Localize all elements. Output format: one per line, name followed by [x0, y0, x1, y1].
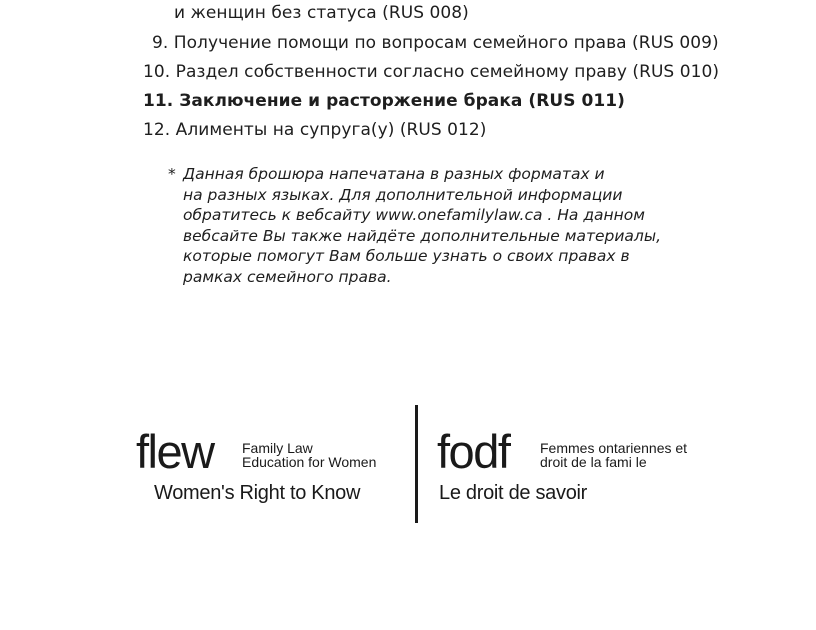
list-item-9: 9. Получение помощи по вопросам семейного права (RUS 009): [152, 33, 719, 53]
logo-fodf-name-line1: Femmes ontariennes et: [540, 440, 688, 456]
footnote-line-3: обратитесь к вебсайту www.onefamilylaw.ca . На данном: [183, 206, 645, 224]
footnote-line-2: на разных языках. Для дополнительной информации: [183, 185, 623, 204]
logo-flew-name-line2: Education for Women: [242, 454, 377, 470]
logo-flew-acronym: flew: [136, 425, 214, 478]
logo-fodf-acronym: fodf: [437, 425, 510, 478]
logo-fodf-name-line2: droit de la fami le: [540, 454, 647, 470]
logo-fodf-tagline: Le droit de savoir: [439, 482, 588, 504]
footnote-line-5: которые помогут Вам больше узнать о своих правах в: [183, 247, 630, 265]
logo-divider: [415, 405, 418, 523]
footnote-asterisk: *: [168, 165, 176, 183]
footnote-line-6: рамках семейного права.: [183, 267, 392, 286]
list-item-12: 12. Алименты на супруга(у) (RUS 012): [143, 120, 487, 140]
list-item-10: 10. Раздел собственности согласно семейному праву (RUS 010): [143, 62, 720, 82]
logo-flew-name-line1: Family Law: [242, 440, 313, 456]
list-item-8-continuation: и женщин без статуса (RUS 008): [174, 3, 469, 23]
list-item-11-current: 11. Заключение и расторжение брака (RUS 011): [143, 91, 625, 111]
logo-flew-tagline: Women's Right to Know: [154, 482, 361, 504]
footnote-line-4: вебсайте Вы также найдёте дополнительные материалы,: [183, 226, 661, 245]
footnote-line-1: Данная брошюра напечатана в разных форматах и: [183, 165, 605, 183]
brochure-footnote: [168, 164, 728, 287]
